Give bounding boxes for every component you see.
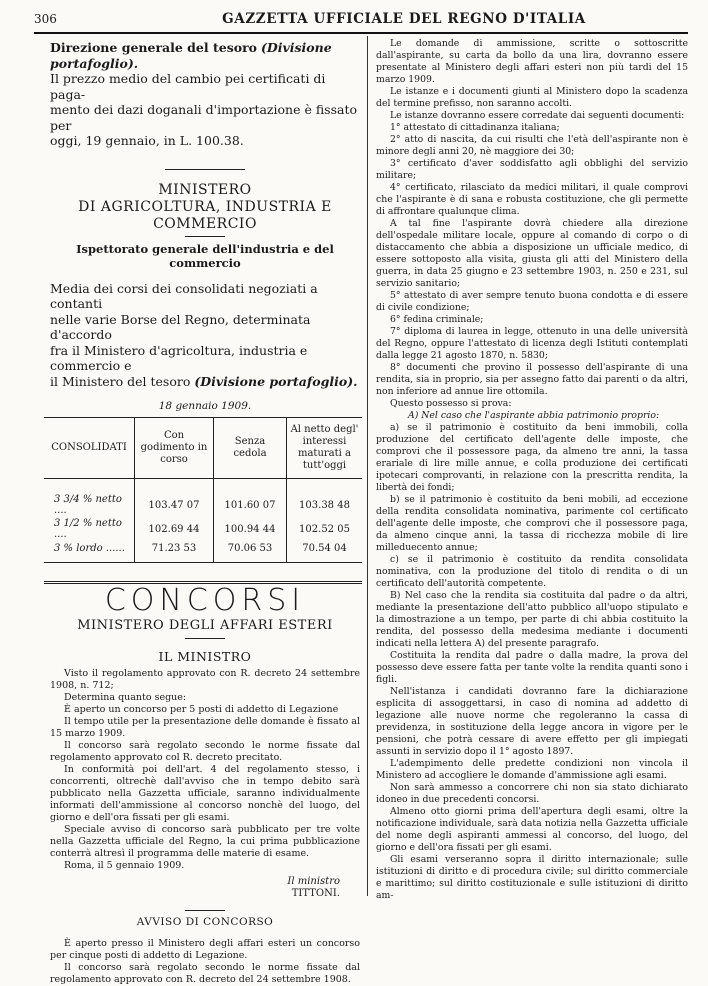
table-header: Con godimento in corso	[135, 418, 214, 479]
decree-paragraph: Determina quanto segue:	[64, 692, 187, 703]
ministry-title-line1: MINISTERO	[158, 181, 252, 198]
body-paragraph: 5° attestato di aver sempre tenuto buona condotta e di essere di civile condizione;	[376, 290, 688, 313]
body-paragraph: 4° certificato, rilasciato da medici militari, il quale comprovi che l'aspirante è di sana e robusta costituzione, che gli permette di affrontare qualunque clima.	[376, 182, 688, 217]
media-line: Media dei corsi dei consolidati negoziati a contanti	[50, 280, 318, 311]
body-paragraph: Costituita la rendita dal padre o dalla madre, la prova del possesso deve essere fatta per tante volte la rendita quanti sono i figli.	[376, 650, 688, 685]
body-paragraph: 3° certificato d'aver soddisfatto agli obblighi del servizio militare;	[376, 158, 688, 181]
body-paragraph: 6° fedina criminale;	[390, 314, 484, 325]
decree-paragraph: In conformità poi dell'art. 4 del regolamento stesso, i concorrenti, oltrechè dall'avviso che in tempo debito sarà pubblicato nella Gazzetta ufficiale, saranno individualmente informati dell'ammissione al concorso nonchè del luogo, del giorno e dell'ora fissati per gli esami.	[50, 764, 360, 823]
body-paragraph: Le domande di ammissione, scritte o sottoscritte dall'aspirante, su carta da bollo da una lira, dovranno essere presentate al Ministero degli affari esteri non più tardi del 15 marzo 1909.	[376, 38, 688, 85]
table-date: 18 gennaio 1909.	[158, 400, 252, 412]
body-paragraph: A tal fine l'aspirante dovrà chiedere alla direzione dell'ospedale militare locale, oppure al comando di corpo o di distaccamento che abbia a disposizione un ufficiale medico, di essere sottoposto alla visita, giusta gli atti del Ministero della guerra, in data 25 giugno e 23 settembre 1903, n. 250 e 231, sul servizio sanitario;	[376, 218, 688, 289]
body-paragraph: Non sarà ammesso a concorrere chi non sia stato dichiarato idoneo in due precedenti concorsi.	[376, 782, 688, 805]
media-line: fra il Ministero d'agricoltura, industria e commercio e	[50, 342, 308, 373]
body-paragraph: 1° attestato di cittadinanza italiana;	[390, 122, 560, 133]
decree-paragraph: Il tempo utile per la presentazione delle domande è fissato al 15 marzo 1909.	[50, 716, 360, 739]
right-column	[376, 38, 688, 902]
decree-paragraph: È aperto un concorso per 5 posti di addetto di Legazione	[64, 704, 339, 715]
inspectorate-heading: Ispettorato generale dell'industria e del commercio	[76, 241, 334, 270]
tesoro-heading	[50, 40, 360, 71]
table-row: 3 1/2 % netto .... 102.69 44 100.94 44 102.52 05	[44, 517, 362, 541]
left-column	[50, 38, 360, 986]
decree-date: Roma, il 5 gennaio 1909.	[64, 860, 185, 871]
body-paragraph: Le istanze e i documenti giunti al Ministero dopo la scadenza del termine prefisso, non saranno accolti.	[376, 86, 688, 109]
body-paragraph: c) se il patrimonio è costituito da rendita consolidata nominativa, con la produzione del titolo di rendita o di un certificato dell'autorità competente.	[376, 554, 688, 589]
body-paragraph: 2° atto di nascita, da cui risulti che l'età dell'aspirante non è minore degli anni 20, nè maggiore dei 30;	[376, 134, 688, 157]
esteri-ministry: MINISTERO DEGLI AFFARI ESTERI	[77, 618, 333, 633]
header-rule	[34, 32, 688, 34]
gazette-title: GAZZETTA UFFICIALE DEL REGNO D'ITALIA	[222, 11, 586, 27]
consolidati-table	[44, 417, 362, 563]
avviso-text	[50, 938, 360, 986]
body-paragraph: Nell'istanza i candidati dovranno fare la dichiarazione esplicita di assoggettarsi, in caso di nomina ad addetto di legazione alle nuove norme che regoleranno la cassa di previdenza, in sostituzione della legge ancora in vigore per le pensioni, che potrà cessare di avere effetto per gli impiegati assunti in servizio dopo il 1° agosto 1897.	[376, 686, 688, 757]
body-paragraph: L'adempimento delle predette condizioni non vincola il Ministero ad accogliere le domande d'ammissione agli esami.	[376, 758, 688, 781]
body-paragraph: A) Nel caso che l'aspirante abbia patrimonio proprio:	[408, 410, 660, 421]
body-paragraph: Almeno otto giorni prima dell'apertura degli esami, oltre la notificazione individuale, sarà data notizia nella Gazzetta ufficiale del nome degli aspiranti ammessi al concorso, del luogo, del giorno e dell'ora fissati per gli esami.	[376, 806, 688, 853]
table-row: 3 % lordo ...... 71.23 53 70.06 53 70.54 04	[44, 541, 362, 563]
avviso-paragraph: È aperto presso il Ministero degli affari esteri un concorso per cinque posti di addetto di Legazione.	[50, 938, 360, 961]
page-number: 306	[34, 12, 57, 26]
avviso-paragraph: Il concorso sarà regolato secondo le norme fissate dal regolamento approvato con R. decreto del 24 settembre 1908.	[50, 962, 360, 985]
body-paragraph: Gli esami verseranno sopra il diritto internazionale; sulle istituzioni di diritto e di procedura civile; sul diritto commerciale e marittimo; sul diritto costituzionale e sulle istituzioni di diritto am-	[376, 854, 688, 901]
table-row: 3 3/4 % netto .... 103.47 07 101.60 07 103.38 48	[44, 493, 362, 517]
signature-name: TITTONI.	[291, 888, 340, 899]
column-divider	[367, 36, 368, 896]
body-paragraph: 8° documenti che provino il possesso dell'aspirante di una rendita, sia in proprio, sia per assegno fatto dai parenti o da altri, non inferiore ad annue lire ottomila.	[376, 362, 688, 397]
media-line: nelle varie Borse del Regno, determinata d'accordo	[50, 311, 311, 342]
exchange-line: Il prezzo medio del cambio pei certificati di paga-	[50, 71, 326, 102]
exchange-line: mento dei dazi doganali d'importazione è fissato per	[50, 102, 357, 133]
il-ministro-heading: IL MINISTRO	[158, 649, 252, 664]
body-paragraph: 7° diploma di laurea in legge, ottenuto in una delle università del Regno, oppure l'attestato di licenza degli Istituti contemplati dalla legge 21 agosto 1870, n. 5830;	[376, 326, 688, 361]
decree-paragraph: Visto il regolamento approvato con R. decreto 24 settembre 1908, n. 712;	[50, 668, 360, 691]
exchange-last: oggi, 19 gennaio, in L. 100.38.	[50, 133, 244, 148]
decree-paragraph: Speciale avviso di concorso sarà pubblicato per tre volte nella Gazzetta ufficiale del Regno, la cui prima pubblicazione conterrà altresì il programma delle materie di esame.	[50, 824, 360, 859]
concorsi-title: CONCORSI	[104, 583, 306, 618]
body-paragraph: Le istanze dovranno essere corredate dai seguenti documenti:	[390, 110, 685, 121]
signature-role: Il ministro	[287, 876, 340, 887]
body-paragraph: Questo possesso si prova:	[390, 398, 512, 409]
avviso-title: AVVISO DI CONCORSO	[136, 916, 274, 928]
decree-paragraph: Il concorso sarà regolato secondo le norme fissate dal regolamento approvato col R. decreto precitato.	[50, 740, 360, 763]
tesoro-office-note: (Divisione portafoglio).	[50, 40, 332, 71]
table-header: Al netto degl' interessi maturati a tutt'oggi	[287, 418, 363, 479]
media-last: il Ministero del tesoro (Divisione portafoglio).	[50, 373, 358, 389]
body-paragraph: b) se il patrimonio è costituito da beni mobili, ad eccezione della rendita consolidata nominativa, parimente col certificato dell'agente delle imposte, che comprovi che il possessore paga, da almeno cinque anni, la tassa di ricchezza mobile di lire milleduecento annue;	[376, 494, 688, 553]
decree-text	[50, 668, 360, 872]
page-header	[34, 8, 688, 28]
ministry-title-line2: DI AGRICOLTURA, INDUSTRIA E COMMERCIO	[78, 198, 332, 232]
tesoro-office: Direzione generale del tesoro	[50, 40, 257, 55]
table-header: CONSOLIDATI	[44, 418, 135, 479]
table-header: Senza cedola	[214, 418, 287, 479]
body-paragraph: a) se il patrimonio è costituito da beni immobili, colla produzione del certificato dell'agente delle imposte, che comprovi che il possessore paga, da almeno tre anni, la tassa erariale di lire mille annue, e colla produzione dei certificati ipotecari comprovanti, in relazione con la prescritta rendita, la libertà dei fondi;	[376, 422, 688, 493]
body-paragraph: B) Nel caso che la rendita sia costituita dal padre o da altri, mediante la presentazione dell'atto pubblico all'uopo stipulato e la dimostrazione a un tempo, per parte di chi abbia costituito la rendita, del possesso della medesima mediante i documenti indicati nella lettera A) del presente paragrafo.	[376, 590, 688, 649]
